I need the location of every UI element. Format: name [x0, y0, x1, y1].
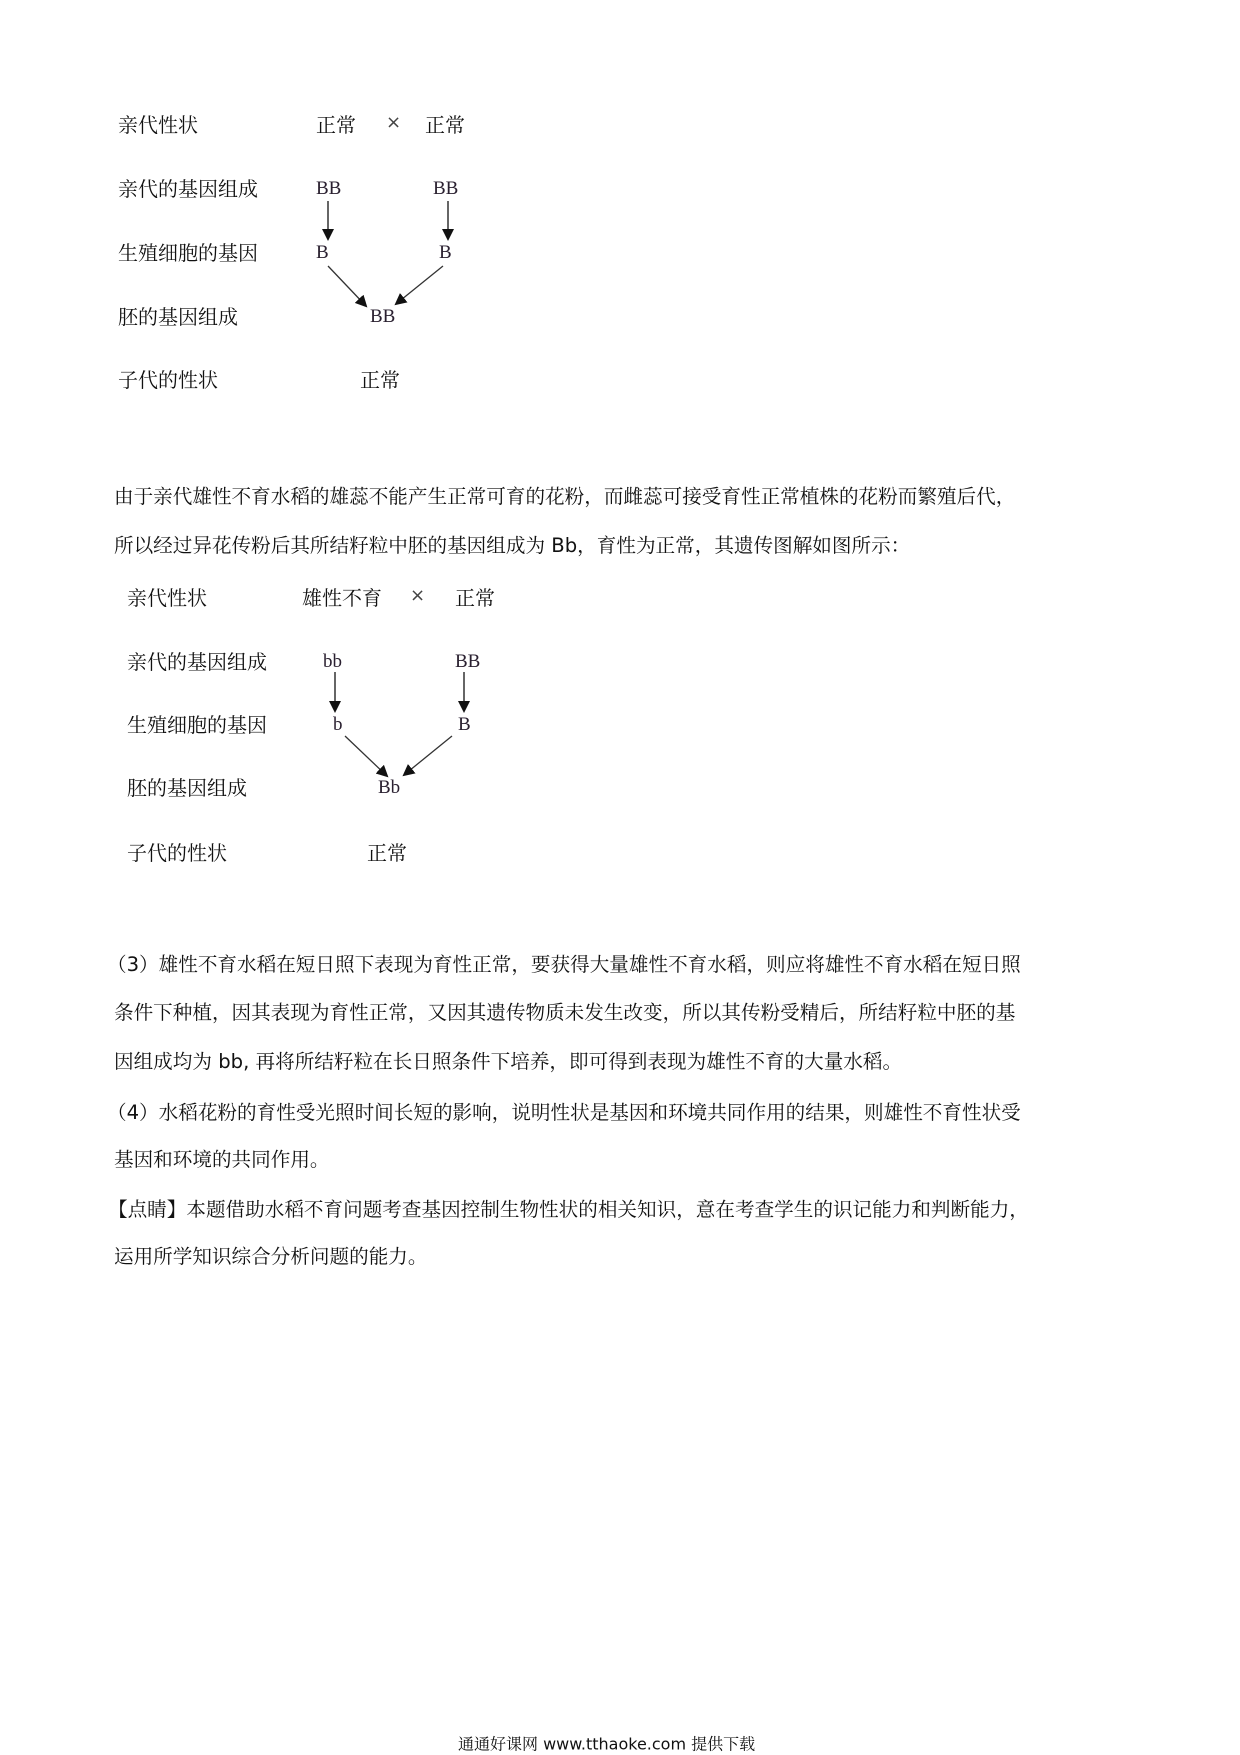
paragraph-3-line-2: 条件下种植，因其表现为育性正常，又因其遗传物质未发生改变，所以其传粉受精后，所结籽粒中胚的基: [114, 1001, 1016, 1024]
cross-symbol: ×: [410, 585, 426, 606]
offspring-trait: 正常: [367, 841, 407, 865]
parent-left-genotype: BB: [316, 178, 342, 199]
parent-right-genotype: BB: [455, 651, 481, 672]
embryo-genotype: Bb: [378, 777, 401, 798]
gamete-left: b: [333, 714, 343, 735]
comment-line-2: 运用所学知识综合分析问题的能力。: [114, 1245, 428, 1268]
parent-left-trait: 雄性不育: [302, 586, 382, 610]
cross-symbol: ×: [386, 112, 402, 133]
parent-right-trait: 正常: [425, 113, 465, 137]
row-label-parent-genotype: 亲代的基因组成: [118, 177, 258, 201]
row-label-embryo-genotype: 胚的基因组成: [118, 305, 238, 329]
paragraph-4-line-2: 基因和环境的共同作用。: [114, 1148, 330, 1171]
gamete-left: B: [316, 242, 329, 263]
row-label-embryo-genotype: 胚的基因组成: [127, 776, 247, 800]
arrow-diag-right-2: [404, 736, 452, 775]
row-label-offspring-trait: 子代的性状: [127, 841, 227, 865]
offspring-trait: 正常: [360, 368, 400, 392]
row-label-parent-genotype: 亲代的基因组成: [127, 650, 267, 674]
gamete-right: B: [458, 714, 471, 735]
parent-left-trait: 正常: [316, 113, 356, 137]
page-footer: 通通好课网 www.tthaoke.com 提供下载: [458, 1734, 756, 1754]
parent-right-genotype: BB: [433, 178, 459, 199]
paragraph-1-line-2: 所以经过异花传粉后其所结籽粒中胚的基因组成为 Bb，育性为正常，其遗传图解如图所示：: [114, 534, 911, 557]
gamete-right: B: [439, 242, 452, 263]
comment-line-1: 【点睛】本题借助水稻不育问题考查基因控制生物性状的相关知识，意在考查学生的识记能力和判断能力，: [108, 1198, 1029, 1221]
row-label-parent-trait: 亲代性状: [127, 586, 207, 610]
row-label-offspring-trait: 子代的性状: [118, 368, 218, 392]
row-label-gamete-genotype: 生殖细胞的基因: [118, 241, 258, 265]
parent-left-genotype: bb: [323, 651, 342, 672]
arrow-diag-left-2: [345, 736, 387, 776]
parent-right-trait: 正常: [455, 586, 495, 610]
embryo-genotype: BB: [370, 306, 396, 327]
row-label-gamete-genotype: 生殖细胞的基因: [127, 713, 267, 737]
paragraph-3-line-3: 因组成均为 bb, 再将所结籽粒在长日照条件下培养，即可得到表现为雄性不育的大量水稻。: [114, 1050, 903, 1073]
row-label-parent-trait: 亲代性状: [118, 113, 198, 137]
arrow-diag-left-1: [328, 266, 366, 306]
paragraph-3-line-1: （3）雄性不育水稻在短日照下表现为育性正常，要获得大量雄性不育水稻，则应将雄性不育水稻在短日照: [107, 953, 1021, 976]
arrow-diag-right-1: [396, 266, 443, 304]
paragraph-1-line-1: 由于亲代雄性不育水稻的雄蕊不能产生正常可育的花粉，而雌蕊可接受育性正常植株的花粉而繁殖后代，: [114, 485, 1016, 508]
paragraph-4-line-1: （4）水稻花粉的育性受光照时间长短的影响，说明性状是基因和环境共同作用的结果，则雄性不育性状受: [107, 1101, 1021, 1124]
